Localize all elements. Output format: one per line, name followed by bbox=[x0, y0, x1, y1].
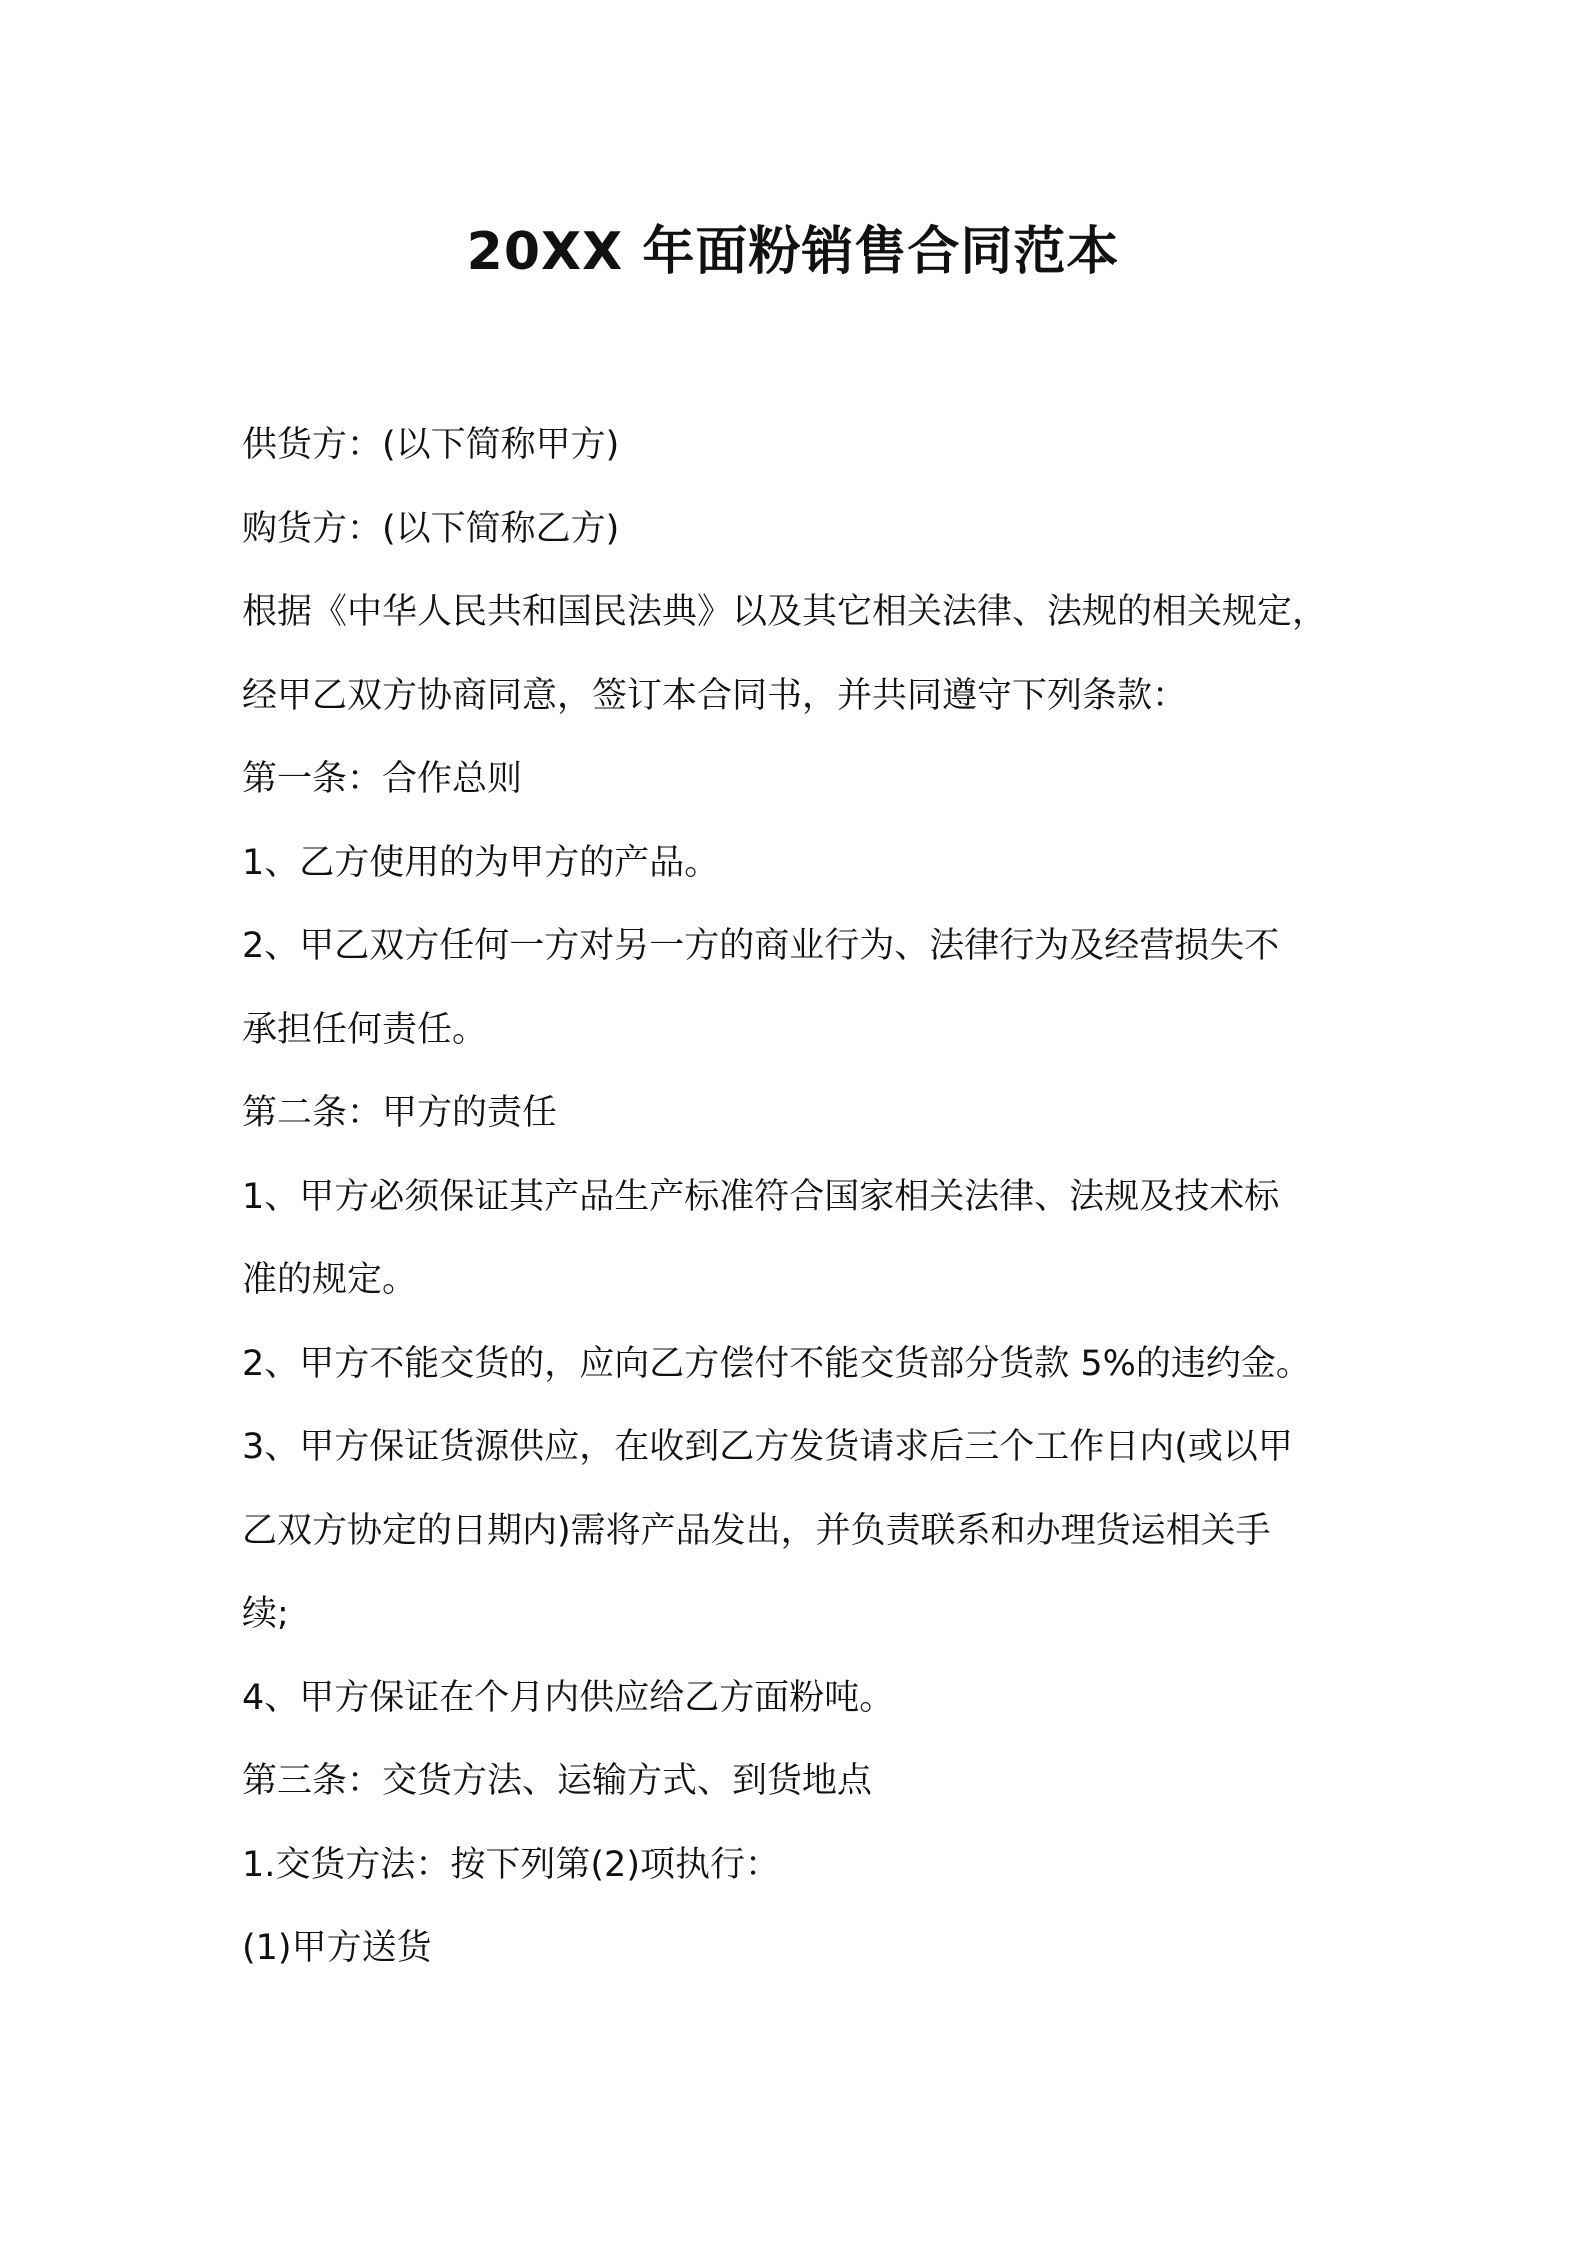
article-2-heading: 第二条：甲方的责任 bbox=[242, 1093, 558, 1133]
article-3-clause-1: 1.交货方法：按下列第(2)项执行： bbox=[242, 1844, 780, 1885]
article-1-clause-1: 1、乙方使用的为甲方的产品。 bbox=[242, 842, 720, 883]
article-3-heading: 第三条：交货方法、运输方式、到货地点 bbox=[242, 1761, 873, 1801]
document-body bbox=[242, 404, 1362, 1991]
article-1-clause-2-line-2: 承担任何责任。 bbox=[242, 1009, 488, 1050]
article-2-clause-2: 2、甲方不能交货的，应向乙方偿付不能交货部分货款 5%的违约金。 bbox=[242, 1343, 1311, 1384]
document-title: 20XX 年面粉销售合同范本 bbox=[466, 222, 1120, 282]
buyer-line: 购货方：(以下简称乙方) bbox=[242, 508, 620, 549]
article-1-heading: 第一条：合作总则 bbox=[242, 759, 523, 799]
article-2-clause-3-line-1: 3、甲方保证货源供应，在收到乙方发货请求后三个工作日内(或以甲 bbox=[242, 1427, 1293, 1467]
preamble-line-2: 经甲乙双方协商同意，签订本合同书，并共同遵守下列条款： bbox=[242, 675, 1188, 716]
article-2-clause-4: 4、甲方保证在个月内供应给乙方面粉吨。 bbox=[242, 1677, 895, 1718]
article-3-option-1: (1)甲方送货 bbox=[242, 1928, 432, 1968]
supplier-line: 供货方：(以下简称甲方) bbox=[242, 425, 620, 465]
preamble-line-1: 根据《中华人民共和国民法典》以及其它相关法律、法规的相关规定， bbox=[242, 592, 1328, 632]
article-1-clause-2-line-1: 2、甲乙双方任何一方对另一方的商业行为、法律行为及经营损失不 bbox=[242, 926, 1280, 966]
article-2-clause-1-line-1: 1、甲方必须保证其产品生产标准符合国家相关法律、法规及技术标 bbox=[242, 1176, 1280, 1217]
article-2-clause-3-line-2: 乙双方协定的日期内)需将产品发出，并负责联系和办理货运相关手 bbox=[242, 1510, 1271, 1551]
article-2-clause-3-line-3: 续; bbox=[242, 1594, 289, 1634]
article-2-clause-1-line-2: 准的规定。 bbox=[242, 1260, 418, 1300]
